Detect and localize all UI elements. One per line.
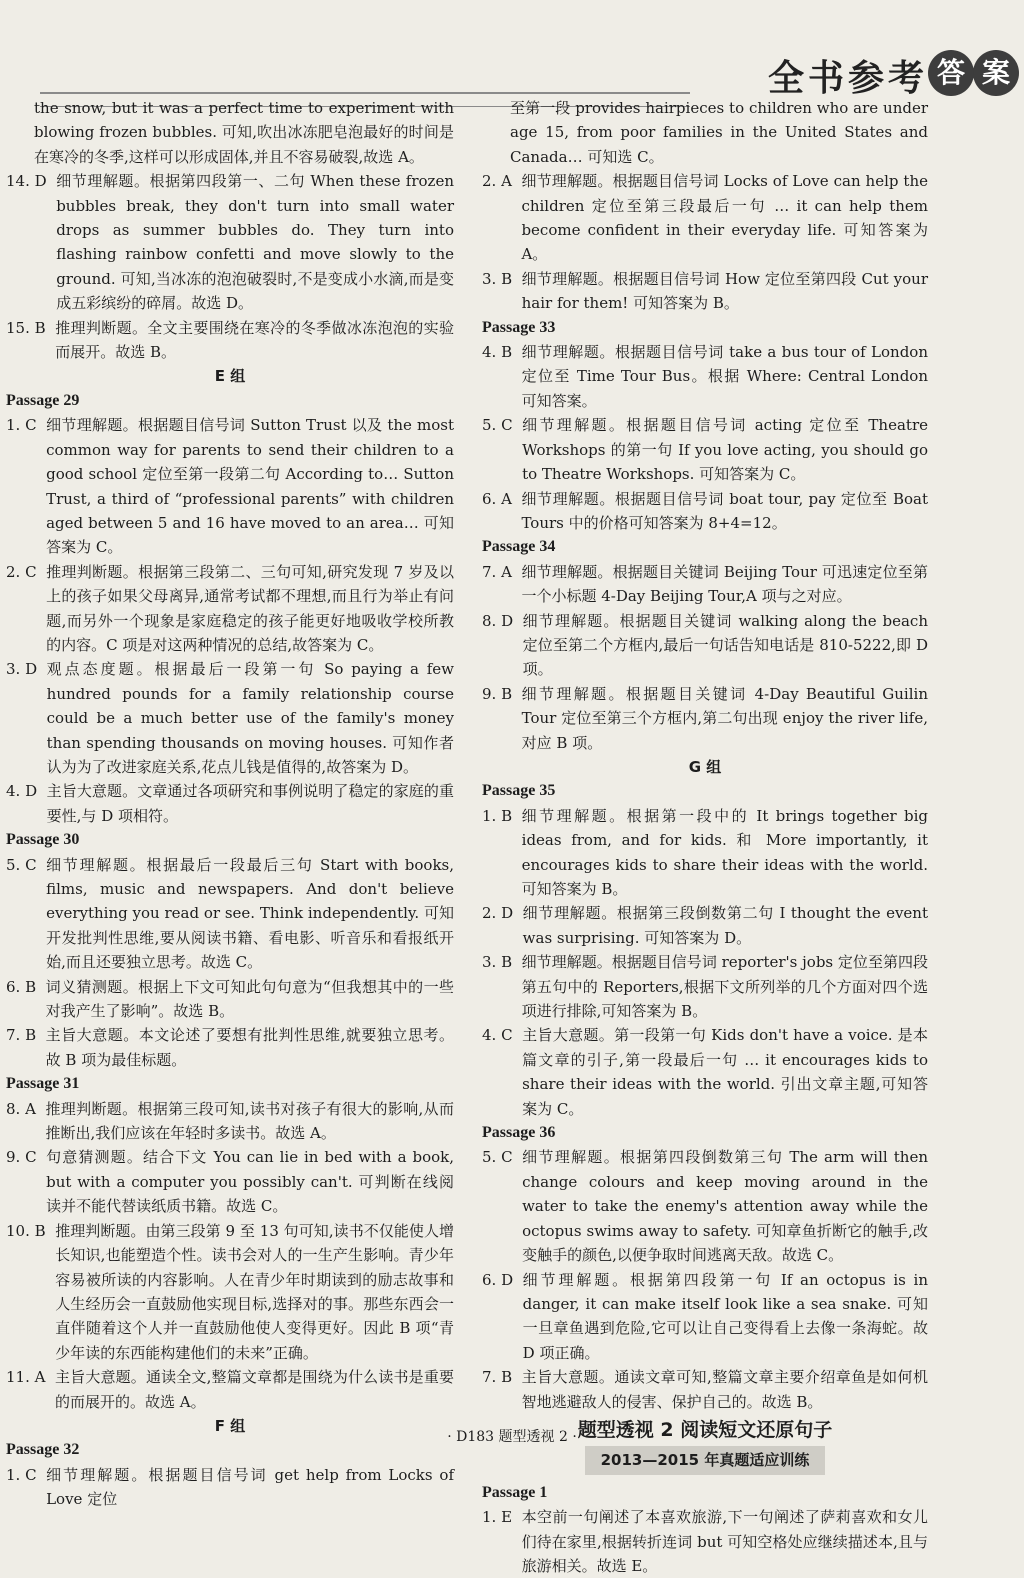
answer-explanation: 细节理解题。根据第四段倒数第三句 The arm will then change colours and keep moving around in the water to take the enemy's attention away while the octopus swims away to safety. 可知章鱼折断它的触手,改变触手的颜色,以便争取时间逃离天敌。故选 C。	[522, 1148, 928, 1265]
answer-explanation: 细节理解题。根据题目信号词 boat tour, pay 定位至 Boat Tours 中的价格可知答案为 8+4=12。	[521, 489, 928, 532]
answer-number: 11. A	[6, 1368, 55, 1387]
answer-explanation: 主旨大意题。本文论述了要想有批判性思维,就要独立思考。故 B 项为最佳标题。	[45, 1026, 454, 1069]
answer-number: 9. B	[482, 684, 522, 703]
answer-number: 7. A	[482, 562, 522, 581]
answer-list	[482, 340, 928, 535]
answer-explanation: 细节理解题。根据题目信号词 How 定位至第四段 Cut your hair for them! 可知答案为 B。	[521, 269, 928, 313]
answer-explanation: 细节理解题。根据题目信号词 Sutton Trust 以及 the most common way for parents to send their children to a good school 定位至第一段第二句 According to… Sutton Trust, a third of “professional parents” with children aged between 5 and 16 have moved to an area… 可知答案为 C。	[46, 416, 454, 557]
answer-number: 4. C	[482, 1026, 523, 1045]
answer-explanation: 推理判断题。由第三段第 9 至 13 句可知,读书不仅能使人增长知识,也能塑造个性。读书会对人的一生产生影响。青少年容易被所读的内容影响。人在青少年时期读到的励志故事和人生经历会一直鼓励他实现目标,选择对的事。那些东西会一直伴随着这个人并一直鼓励他使人变得更好。因此 B 项“青少年读的东西能构建他们的未来”正确。	[55, 1221, 454, 1362]
left-column	[6, 96, 454, 1512]
answer-item	[482, 267, 928, 316]
answer-explanation: 观点态度题。根据最后一段第一句 So paying a few hundred pounds for a family relationship course could be a much better use of the family's money than spending thousands on moving houses. 可知作者认为为了改进家庭关系,花点儿钱是值得的,故答案为 D。	[46, 660, 454, 776]
answer-explanation: 主旨大意题。第一段第一句 Kids don't have a voice. 是本篇文章的引子,第一段最后一句 … it encourages kids to share their ideas with the world. 引出文章主题,可知答案为 C。	[522, 1026, 928, 1118]
answer-item	[6, 1365, 454, 1414]
answer-explanation: 主旨大意题。通读文章可知,整篇文章主要介绍章鱼是如何机智地逃避敌人的侵害、保护自己的。故选 B。	[521, 1368, 928, 1411]
answer-explanation: 细节理解题。根据题目信号词 reporter's jobs 定位至第四段第五句中的 Reporters,根据下文所列举的几个方面对四个选项进行排除,可知答案为 B。	[521, 953, 928, 1021]
answer-number: 6. A	[482, 489, 522, 508]
header-badge-an: 案	[973, 50, 1019, 96]
answer-number: 5. C	[6, 855, 47, 874]
answer-item	[6, 169, 454, 315]
answer-number: 1. C	[6, 1465, 47, 1484]
answer-item	[6, 853, 454, 975]
answer-number: 3. B	[482, 953, 522, 972]
answer-item	[6, 1219, 454, 1365]
passage-heading-30: Passage 30	[6, 831, 80, 849]
answer-number: 1. B	[482, 806, 522, 825]
answer-list	[482, 1505, 928, 1578]
answer-list	[482, 804, 928, 1121]
answer-explanation: 推理判断题。全文主要围绕在寒冷的冬季做冰冻泡泡的实验而展开。故选 B。	[55, 318, 454, 362]
answer-number: 3. D	[6, 660, 47, 679]
passage-heading-31: Passage 31	[6, 1075, 80, 1093]
answer-number: 14. D	[6, 172, 57, 191]
answer-item	[482, 413, 928, 486]
answer-number: 2. C	[6, 562, 47, 581]
answer-item	[6, 1145, 454, 1218]
passage-heading-36: Passage 36	[482, 1124, 556, 1142]
answer-item	[6, 779, 454, 828]
answer-explanation: 推理判断题。根据第三段可知,读书对孩子有很大的影响,从而推断出,我们应该在年轻时多读书。故选 A。	[45, 1099, 454, 1143]
passage-heading-32: Passage 32	[6, 1441, 80, 1459]
answer-item	[6, 975, 454, 1024]
answer-number: 5. C	[482, 1148, 523, 1167]
passage-heading-33: Passage 33	[482, 318, 556, 336]
answer-explanation: 细节理解题。根据第四段第一、二句 When these frozen bubbles break, they don't turn into small water drops as summer bubbles do. They turn into flashing rainbow confetti and move slowly to the ground. 可知,当冰冻的泡泡破裂时,不是变成小水滴,而是变成五彩缤纷的碎屑。故选 D。	[56, 172, 454, 313]
answer-explanation: 细节理解题。根据题目信号词 acting 定位至 Theatre Workshops 的第一句 If you love acting, you should go to Theatre Workshops. 可知答案为 C。	[522, 416, 928, 484]
answer-item	[6, 1097, 454, 1146]
group-heading-g: G 组	[688, 757, 722, 776]
answer-number: 8. A	[6, 1099, 46, 1118]
answer-explanation: 词义猜测题。根据上下文可知此句句意为“但我想其中的一些对我产生了影响”。故选 B。	[45, 977, 454, 1021]
answer-item	[482, 1268, 928, 1366]
answer-number: 10. B	[6, 1221, 56, 1240]
answer-explanation: 细节理解题。根据题目关键词 walking along the beach 定位至第二个方框内,最后一句话告知电话是 810-5222,即 D 项。	[522, 611, 928, 679]
answer-number: 15. B	[6, 318, 56, 337]
answer-number: 1. E	[482, 1508, 522, 1527]
answer-explanation: 细节理解题。根据题目信号词 Locks of Love can help the children 定位至第三段最后一句 … it can help them become confident in their everyday life. 可知答案为 A。	[521, 172, 928, 264]
passage-heading-35: Passage 35	[482, 782, 556, 800]
section-subtitle: 2013—2015 年真题适应训练	[585, 1446, 825, 1474]
answer-item	[482, 1145, 928, 1267]
answer-number: 7. B	[482, 1368, 522, 1387]
answer-item	[482, 560, 928, 609]
answer-item	[482, 950, 928, 1023]
answer-item	[6, 1023, 454, 1072]
answer-list	[482, 1145, 928, 1413]
answer-explanation: 细节理解题。根据题目关键词 4-Day Beautiful Guilin Tour 定位至第三个方框内,第二句出现 enjoy the river life,对应 B 项。	[521, 684, 928, 752]
answer-item	[6, 316, 454, 365]
answer-explanation: 本空前一句阐述了本喜欢旅游,下一句阐述了萨莉喜欢和女儿们待在家里,根据转折连词 but 可知空格处应继续描述本,且与旅游相关。故选 E。	[521, 1508, 928, 1575]
answer-explanation: 细节理解题。根据题目信号词 get help from Locks of Love 定位	[46, 1465, 454, 1509]
group-heading-f: F 组	[214, 1416, 246, 1435]
answer-explanation: 主旨大意题。通读全文,整篇文章都是围绕为什么读书是重要的而展开的。故选 A。	[55, 1368, 454, 1411]
answer-number: 2. D	[482, 904, 523, 923]
answer-item	[6, 657, 454, 779]
answer-number: 6. D	[482, 1270, 523, 1289]
answer-number: 9. C	[6, 1148, 47, 1167]
answer-explanation: 细节理解题。根据最后一段最后三句 Start with books, films, music and newspapers. And don't believe everything you read or see. Think independently. 可知开发批判性思维,要从阅读书籍、看电影、听音乐和看报纸开始,而且还要独立思考。故选 C。	[46, 855, 454, 972]
answer-item	[482, 487, 928, 536]
answer-number: 7. B	[6, 1026, 46, 1045]
continued-text: the snow, but it was a perfect time to experiment with blowing frozen bubbles. 可知,吹出冰冻肥皂泡最好的时间是在寒冷的冬季,这样可以形成固体,并且不容易破裂,故选 A。	[34, 99, 454, 166]
answer-explanation: 细节理解题。根据第一段中的 It brings together big ideas from, and for kids. 和 More importantly, it encourages kids to share their ideas with the world. 可知答案为 B。	[521, 806, 928, 898]
answer-explanation: 细节理解题。根据第四段第一句 If an octopus is in danger, it can make itself look like a sea snake. 可知一旦章鱼遇到危险,它可以让自己变得看上去像一条海蛇。故 D 项正确。	[522, 1270, 928, 1362]
answer-number: 1. C	[6, 416, 47, 435]
header-badge-da: 答	[928, 50, 974, 96]
answer-number: 4. D	[6, 782, 47, 801]
answer-number: 4. B	[482, 343, 522, 362]
passage-heading-1: Passage 1	[482, 1483, 548, 1501]
page-footer: · D183 题型透视 2 ·	[447, 1429, 577, 1445]
answer-explanation: 推理判断题。根据第三段第二、三句可知,研究发现 7 岁及以上的孩子如果父母离异,通常考试都不理想,而且行为举止有问题,而另外一个现象是家庭稳定的孩子能更好地吸收学校所教的内容。C 项是对这两种情况的总结,故答案为 C。	[46, 562, 454, 654]
answer-item	[482, 169, 928, 267]
right-column	[482, 96, 928, 1578]
answer-explanation: 句意猜测题。结合下文 You can lie in bed with a book, but with a computer you possibly can't. 可判断在线阅读并不能代替读纸质书籍。故选 C。	[46, 1148, 454, 1216]
answer-explanation: 主旨大意题。文章通过各项研究和事例说明了稳定的家庭的重要性,与 D 项相符。	[46, 782, 454, 825]
answer-item	[482, 804, 928, 902]
answer-list	[6, 1463, 454, 1512]
answer-item	[482, 1023, 928, 1121]
answer-number: 5. C	[482, 416, 523, 435]
answer-number: 3. B	[482, 269, 522, 288]
answer-item	[482, 1505, 928, 1578]
section-title: 题型透视 2 阅读短文还原句子	[577, 1418, 833, 1441]
answer-list	[6, 413, 454, 828]
answer-explanation: 细节理解题。根据题目信号词 take a bus tour of London 定位至 Time Tour Bus。根据 Where: Central London 可知答案。	[521, 343, 928, 410]
answer-item	[6, 560, 454, 658]
answer-number: 2. A	[482, 172, 522, 191]
header-title: 全书参考	[767, 58, 928, 99]
answer-list	[6, 853, 454, 1073]
answer-item	[482, 901, 928, 950]
answer-item	[6, 413, 454, 559]
answer-item	[482, 609, 928, 682]
answer-item	[482, 682, 928, 755]
answer-item	[482, 340, 928, 413]
answer-number: 6. B	[6, 977, 46, 996]
answer-list	[482, 169, 928, 315]
answer-number: 8. D	[482, 611, 523, 630]
answer-item	[482, 1365, 928, 1414]
answer-explanation: 细节理解题。根据题目关键词 Beijing Tour 可迅速定位至第一个小标题 4-Day Beijing Tour,A 项与之对应。	[521, 562, 928, 606]
continued-text: 至第一段 provides hairpieces to children who are under age 15, from poor families in the United States and Canada… 可知选 C。	[510, 99, 928, 166]
group-heading-e: E 组	[214, 367, 246, 386]
answer-explanation: 细节理解题。根据第三段倒数第二句 I thought the event was surprising. 可知答案为 D。	[522, 904, 928, 947]
answer-list	[482, 560, 928, 755]
answer-list	[6, 169, 454, 364]
passage-heading-29: Passage 29	[6, 391, 80, 409]
answer-item	[6, 1463, 454, 1512]
passage-heading-34: Passage 34	[482, 538, 556, 556]
answer-list	[6, 1097, 454, 1414]
